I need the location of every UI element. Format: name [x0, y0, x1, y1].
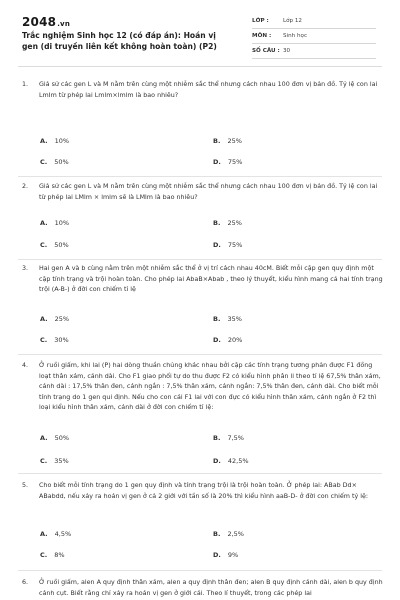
option-a[interactable] [40, 136, 69, 146]
option-a[interactable] [40, 314, 69, 324]
option-letter: C. [40, 457, 48, 465]
question-divider [18, 176, 382, 177]
option-letter: A. [40, 315, 48, 323]
option-b[interactable] [213, 433, 244, 443]
question-number: 5. [22, 482, 29, 489]
option-value: 4,5% [54, 530, 72, 538]
option-letter: C. [40, 551, 48, 559]
option-b[interactable] [213, 529, 244, 539]
option-value: 50% [54, 434, 70, 442]
logo-suffix: .vn [57, 20, 71, 28]
option-value: 35% [54, 457, 69, 465]
option-letter: C. [40, 336, 48, 344]
option-d[interactable] [213, 157, 242, 167]
question-number: 3. [22, 265, 29, 272]
option-d[interactable] [213, 456, 249, 466]
option-letter: A. [40, 434, 48, 442]
meta-row-subject [252, 29, 376, 44]
logo-text: 2048 [22, 15, 57, 29]
option-value: 75% [227, 158, 243, 166]
question-body: Ở ruồi giấm, alen A quy định thân xám, alen a quy định thân đen; alen B quy định cánh dài, alen b quy định cánh cụt. Biết rằng chỉ xảy ra hoán vị gen ở giới cái. Theo lí thuyết, trong các phép lai [39, 579, 383, 597]
option-a[interactable] [40, 218, 69, 228]
question-number: 2. [22, 183, 29, 190]
question-body: Hai gen A và b cùng nằm trên một nhiễm sắc thể ở vị trí cách nhau 40cM. Biết mỗi cặp gen quy định một cặp tính trạng và trội hoàn toàn. Cho phép lai AbaB×Abab , theo lý thuyết, kiểu hình mang cả hai tính trạng trội (A-B-) ở đời con chiếm tỉ lệ [39, 265, 383, 294]
question-body: Ở ruồi giấm, khi lai (P) hai dòng thuần chủng khác nhau bởi cặp các tính trạng tương phản được F1 đồng loạt thân xám, cánh dài. Cho F1 giao phối tự do thu được F2 có kiểu hình phân li theo tỉ lệ 67,5% thân xám, cánh dài : 17,5% thân đen, cánh ngắn : 7,5% thân xám, cánh ngắn: 7,5% thân đen, cánh dài. Cho biết mỗi tính trạng do 1 gen qui định. Nếu cho con cái F1 lai với con đực có kiểu hình thân xám, cánh ngắn ở F2 thì loại kiểu hình thân xám, cánh dài ở đời con chiếm tỉ lệ: [39, 362, 381, 412]
option-letter: C. [40, 158, 48, 166]
option-value: 2,5% [227, 530, 244, 538]
option-d[interactable] [213, 550, 238, 560]
question-text [22, 80, 384, 101]
option-value: 50% [54, 241, 69, 249]
option-value: 30% [54, 336, 69, 344]
option-a[interactable] [40, 433, 69, 443]
option-d[interactable] [213, 240, 242, 250]
option-a[interactable] [40, 529, 71, 539]
header-divider [18, 66, 382, 67]
meta-label: SỐ CÂU : [252, 48, 280, 54]
option-letter: B. [213, 315, 221, 323]
meta-label: MÔN : [252, 33, 272, 39]
question-divider [18, 354, 382, 355]
question-text [22, 578, 384, 599]
option-value: 25% [227, 219, 242, 227]
meta-label: LỚP : [252, 18, 269, 24]
meta-row-class [252, 14, 376, 29]
option-b[interactable] [213, 136, 242, 146]
option-letter: B. [213, 137, 221, 145]
option-c[interactable] [40, 456, 69, 466]
option-value: 75% [227, 241, 243, 249]
question-body: Cho biết mỗi tính trạng do 1 gen quy định và tính trạng trội là trội hoàn toàn. Ở phép lai: ABab Dd× ABabdd, nếu xảy ra hoán vị gen ở cả 2 giới với tần số là 20% thì kiểu hình aaB-D- ở đời con chiếm tỷ lệ: [39, 482, 369, 500]
option-value: 10% [54, 137, 70, 145]
option-value: 8% [54, 551, 65, 559]
meta-value: Lớp 12 [283, 18, 302, 24]
header [0, 0, 400, 66]
option-letter: D. [213, 551, 221, 559]
question-divider [18, 570, 382, 571]
option-b[interactable] [213, 314, 242, 324]
option-value: 25% [227, 137, 242, 145]
question-number: 4. [22, 362, 29, 369]
option-letter: A. [40, 137, 48, 145]
meta-value: Sinh học [283, 33, 308, 39]
option-c[interactable] [40, 550, 65, 560]
question-number: 1. [22, 81, 29, 88]
option-d[interactable] [213, 335, 242, 345]
question-divider [18, 473, 382, 474]
question-text [22, 361, 384, 414]
page-title: Trắc nghiệm Sinh học 12 (có đáp án): Hoán vị gen (di truyền liên kết không hoàn toàn) (P2) [22, 31, 217, 51]
option-c[interactable] [40, 240, 69, 250]
option-letter: A. [40, 530, 48, 538]
logo[interactable] [22, 15, 70, 29]
option-c[interactable] [40, 335, 69, 345]
option-letter: B. [213, 219, 221, 227]
option-value: 42,5% [227, 457, 249, 465]
question-number: 6. [22, 579, 29, 586]
option-b[interactable] [213, 218, 242, 228]
option-value: 9% [227, 551, 239, 559]
question-divider [18, 259, 382, 260]
option-value: 7,5% [227, 434, 244, 442]
option-letter: B. [213, 434, 221, 442]
meta-row-count [252, 44, 376, 59]
option-value: 50% [54, 158, 69, 166]
option-c[interactable] [40, 157, 69, 167]
question-body: Giả sử các gen L và M nằm trên cùng một nhiễm sắc thể nhưng cách nhau 100 đơn vị bản đồ. Tỷ lệ con lai LmIm từ phép lai Lmlm×lmlm là bao nhiêu? [39, 81, 378, 99]
option-value: 25% [54, 315, 70, 323]
question-text [22, 264, 384, 296]
option-value: 10% [54, 219, 70, 227]
question-text [22, 481, 384, 502]
option-letter: A. [40, 219, 48, 227]
option-letter: D. [213, 457, 221, 465]
option-letter: D. [213, 158, 221, 166]
question-body: Giả sử các gen L và M nằm trên cùng một nhiễm sắc thể nhưng cách nhau 100 đơn vị bản đồ. Tỷ lệ con lai từ phép lai LMlm × lmlm sẽ là LMlm là bao nhiêu? [39, 183, 378, 201]
meta-table [252, 14, 376, 59]
meta-value: 30 [283, 48, 291, 54]
option-letter: C. [40, 241, 48, 249]
option-letter: D. [213, 241, 221, 249]
option-letter: B. [213, 530, 221, 538]
option-value: 20% [227, 336, 243, 344]
question-text [22, 182, 384, 203]
option-letter: D. [213, 336, 221, 344]
option-value: 35% [227, 315, 242, 323]
